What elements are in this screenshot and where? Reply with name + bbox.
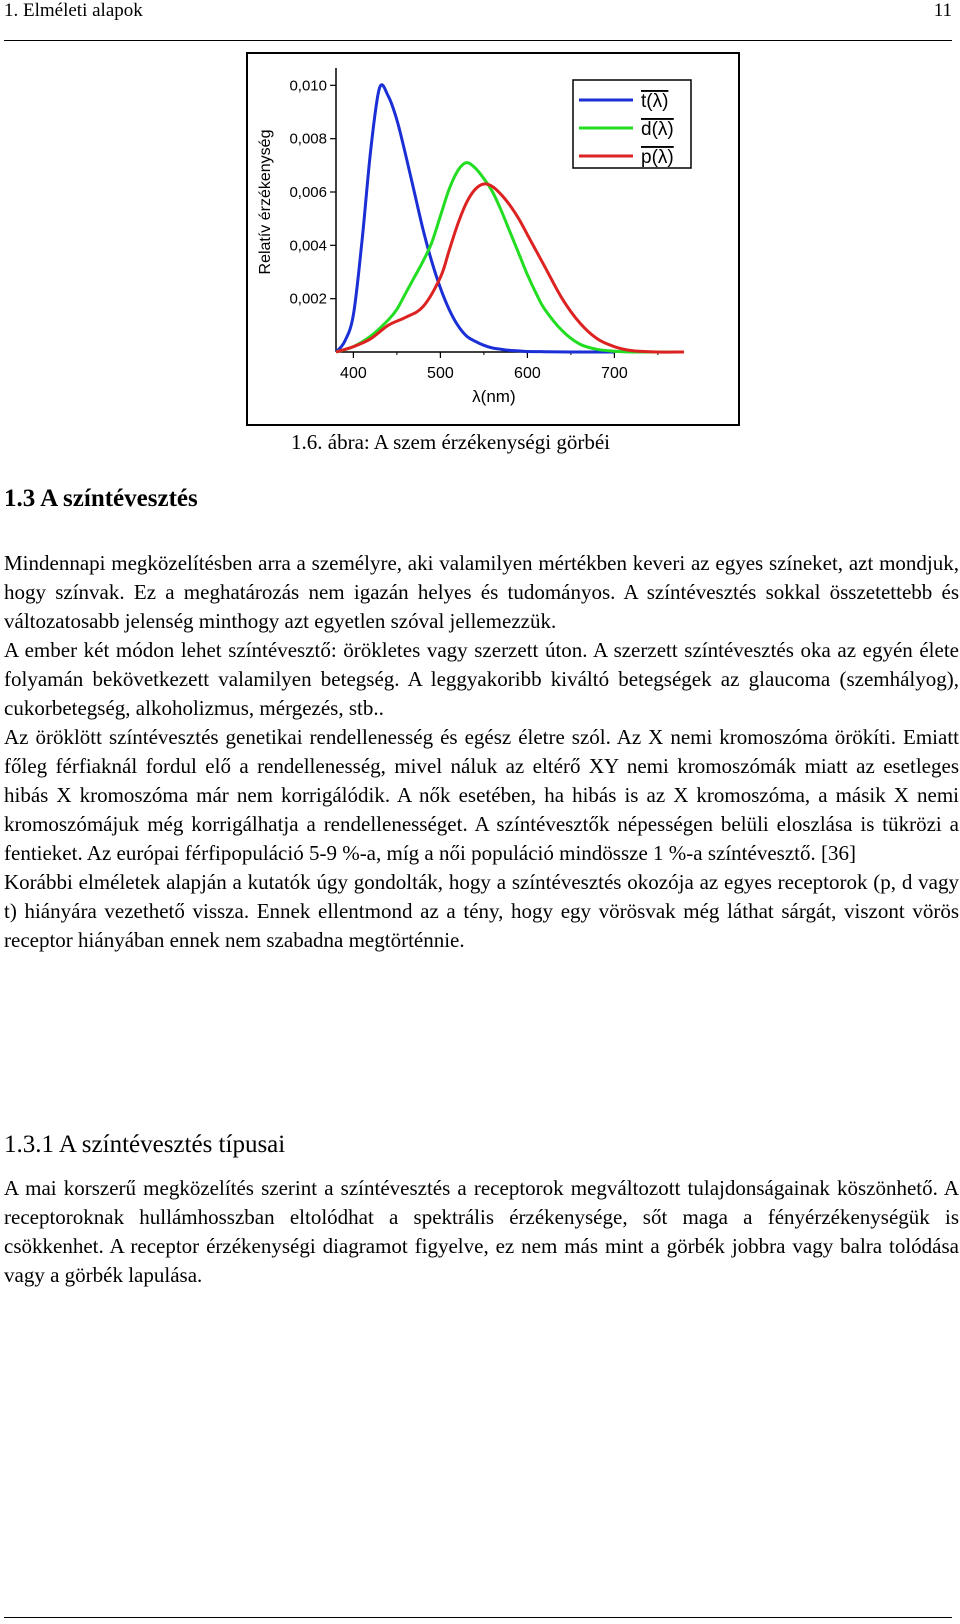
figure-caption: 1.6. ábra: A szem érzékenységi görbéi bbox=[291, 430, 610, 454]
subsection-title: 1.3.1 A színtévesztés típusai bbox=[4, 1131, 286, 1158]
section-paragraph: Mindennapi megközelítésben arra a személyre, aki valamilyen mértékben keveri az egyes színeket, azt mondjuk, hogy színvak. Ez a meghatározás nem igazán helyes és tudományos. A színtévesztés sokkal összetettebb és változatosabb jelenség minthogy azt egyetlen szóval jellemezzük. A ember két módon lehet színtévesztő: örökletes vagy szerzett úton. A szerzett színtévesztés oka az egyén élete folyamán bekövetkezett valamilyen betegség. A leggyakoribb kiváltó betegségek az glaucoma (szemhályog), cukorbetegség, alkoholizmus, mérgezés, stb.. Az öröklött színtévesztés genetikai rendellenesség és egész életre szól. Az X nemi kromoszóma örökíti. Emiatt főleg férfiaknál fordul elő a rendellenesség, mivel náluk az eltérő XY nemi kromoszómák miatt az esetleges hibás X kromoszóma már nem korrigálódik. A nők esetében, ha hibás is az X kromoszóma, a másik X nemi kromoszómájuk még korrigálhatja a rendellenességet. A színtévesztők népességen belüli eloszlása is tükrözi a fentieket. Az európai férfipopuláció 5-9 %-a, míg a női populáció mindössze 1 %-a színtévesztő. [36] Korábbi elméletek alapján a kutatók úgy gondolták, hogy a színtévesztés okozója az egyes receptorok (p, d vagy t) hiányára vezethető vissza. Ennek ellentmond az a tény, hogy egy vörösvak még láthat sárgát, viszont vörös receptor hiányában ennek nem szabadna megtörténnie. bbox=[4, 551, 959, 952]
y-axis-label: Relatív érzékenység bbox=[257, 129, 274, 275]
legend-label-2: p(λ) bbox=[641, 147, 674, 168]
footer-rule bbox=[4, 1617, 952, 1618]
y-tick-label: 0,004 bbox=[289, 237, 327, 255]
page-number: 11 bbox=[933, 0, 952, 21]
legend-label-0: t(λ) bbox=[641, 91, 669, 112]
x-tick-label: 400 bbox=[340, 365, 367, 382]
y-tick-label: 0,002 bbox=[289, 290, 327, 308]
section-title: 1.3 A színtévesztés bbox=[4, 485, 198, 512]
subsection-paragraph: A mai korszerű megközelítés szerint a színtévesztés a receptorok megváltozott tulajdonságainak köszönhető. A receptoroknak hullámhosszban eltolódhat a spektrális érzékenysége, sőt maga a fényérzékenységük is csökkenhet. A receptor érzékenységi diagramot figyelve, ez nem más mint a görbék jobbra vagy balra tolódása vagy a görbék lapulása. bbox=[4, 1176, 959, 1287]
y-tick-label: 0,010 bbox=[289, 77, 327, 95]
x-tick-label: 700 bbox=[601, 365, 628, 382]
page-header bbox=[4, 0, 952, 41]
y-tick-label: 0,008 bbox=[289, 130, 327, 148]
y-tick-label: 0,006 bbox=[289, 184, 327, 201]
legend-label-1: d(λ) bbox=[641, 119, 674, 140]
x-tick-label: 600 bbox=[514, 365, 541, 382]
chapter-title: 1. Elméleti alapok bbox=[4, 0, 143, 21]
x-tick-label: 500 bbox=[427, 365, 454, 382]
x-axis-label: λ(nm) bbox=[472, 387, 516, 406]
sensitivity-chart bbox=[248, 54, 738, 424]
series-line-2 bbox=[336, 184, 684, 352]
sensitivity-chart-figure bbox=[246, 52, 740, 426]
